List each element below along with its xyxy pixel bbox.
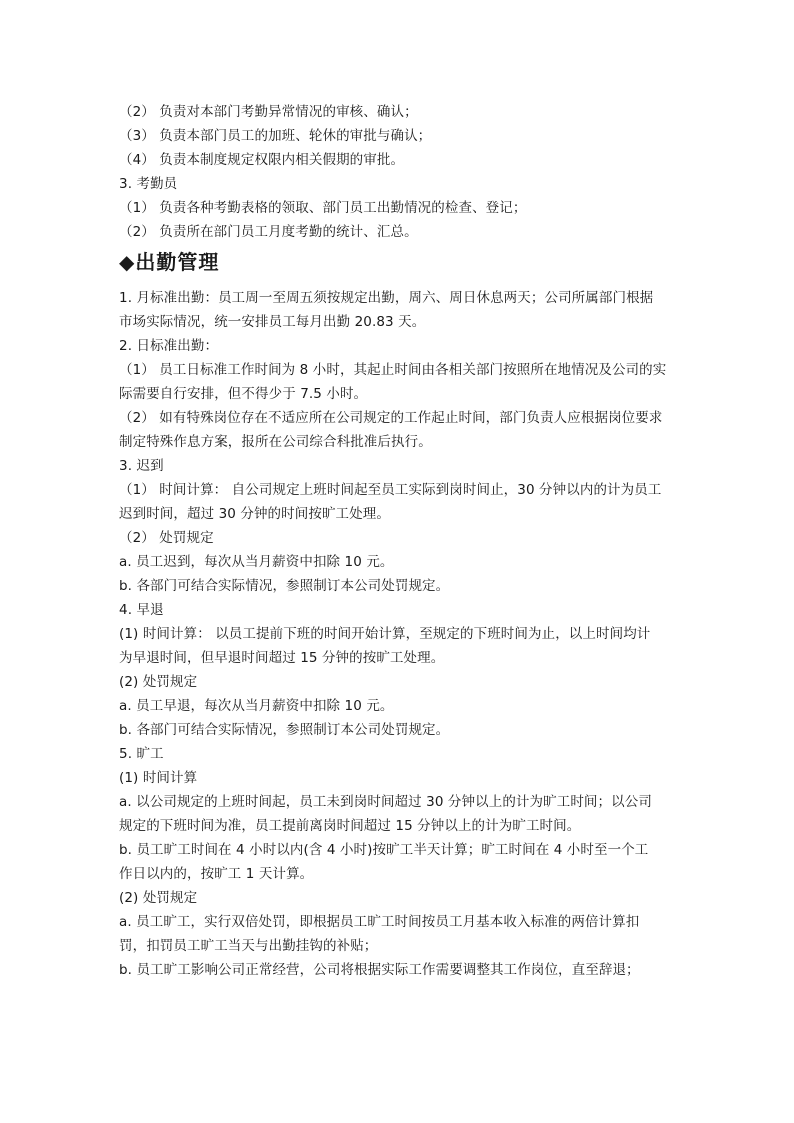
text-line: （1） 时间计算： 自公司规定上班时间起至员工实际到岗时间止，30 分钟以内的计为员工 — [119, 482, 662, 498]
text-line: (2) 处罚规定 — [119, 674, 198, 690]
text-line: 1. 月标准出勤：员工周一至周五须按规定出勤，周六、周日休息两天；公司所属部门根据 — [119, 290, 654, 306]
text-line: 规定的下班时间为准，员工提前离岗时间超过 15 分钟以上的计为旷工时间。 — [119, 818, 581, 834]
text-line: 为早退时间，但早退时间超过 15 分钟的按旷工处理。 — [119, 650, 445, 666]
section-heading: ◆出勤管理 — [119, 250, 220, 274]
text-line: a. 以公司规定的上班时间起，员工未到岗时间超过 30 分钟以上的计为旷工时间；以公司 — [119, 794, 652, 810]
text-line: (2) 处罚规定 — [119, 890, 198, 906]
text-line: （4） 负责本制度规定权限内相关假期的审批。 — [119, 152, 405, 168]
text-line: （3） 负责本部门员工的加班、轮休的审批与确认； — [119, 128, 432, 144]
text-line: (1) 时间计算 — [119, 770, 198, 786]
text-line: 4. 早退 — [119, 602, 164, 618]
text-line: （1） 负责各种考勤表格的领取、部门员工出勤情况的检查、登记； — [119, 200, 527, 216]
text-line: 作日以内的，按旷工 1 天计算。 — [119, 866, 314, 882]
text-line: 制定特殊作息方案，报所在公司综合科批准后执行。 — [119, 434, 432, 450]
text-line: （2） 如有特殊岗位存在不适应所在公司规定的工作起止时间，部门负责人应根据岗位要求 — [119, 410, 663, 426]
text-line: （2） 处罚规定 — [119, 530, 214, 546]
text-line: 3. 考勤员 — [119, 176, 178, 192]
text-line: a. 员工迟到，每次从当月薪资中扣除 10 元。 — [119, 554, 394, 570]
text-line: （2） 负责所在部门员工月度考勤的统计、汇总。 — [119, 224, 418, 240]
text-line: (1) 时间计算： 以员工提前下班的时间开始计算，至规定的下班时间为止，以上时间均计 — [119, 626, 651, 642]
text-line: 迟到时间，超过 30 分钟的时间按旷工处理。 — [119, 506, 390, 522]
text-line: a. 员工早退，每次从当月薪资中扣除 10 元。 — [119, 698, 394, 714]
text-line: b. 员工旷工影响公司正常经营，公司将根据实际工作需要调整其工作岗位，直至辞退； — [119, 962, 640, 978]
text-line: 2. 日标准出勤： — [119, 338, 219, 354]
text-line: 市场实际情况，统一安排员工每月出勤 20.83 天。 — [119, 314, 426, 330]
text-line: b. 各部门可结合实际情况，参照制订本公司处罚规定。 — [119, 722, 450, 738]
text-line: 际需要自行安排，但不得少于 7.5 小时。 — [119, 386, 368, 402]
text-line: 罚，扣罚员工旷工当天与出勤挂钩的补贴； — [119, 938, 378, 954]
text-line: 5. 旷工 — [119, 746, 164, 762]
text-line: b. 员工旷工时间在 4 小时以内(含 4 小时)按旷工半天计算；旷工时间在 4 小时至一个工 — [119, 842, 649, 858]
text-line: a. 员工旷工，实行双倍处罚，即根据员工旷工时间按员工月基本收入标准的两倍计算扣 — [119, 914, 640, 930]
text-line: 3. 迟到 — [119, 458, 164, 474]
text-line: （1） 员工日标准工作时间为 8 小时，其起止时间由各相关部门按照所在地情况及公司的实 — [119, 362, 667, 378]
text-line: （2） 负责对本部门考勤异常情况的审核、确认； — [119, 104, 418, 120]
text-line: b. 各部门可结合实际情况，参照制订本公司处罚规定。 — [119, 578, 450, 594]
